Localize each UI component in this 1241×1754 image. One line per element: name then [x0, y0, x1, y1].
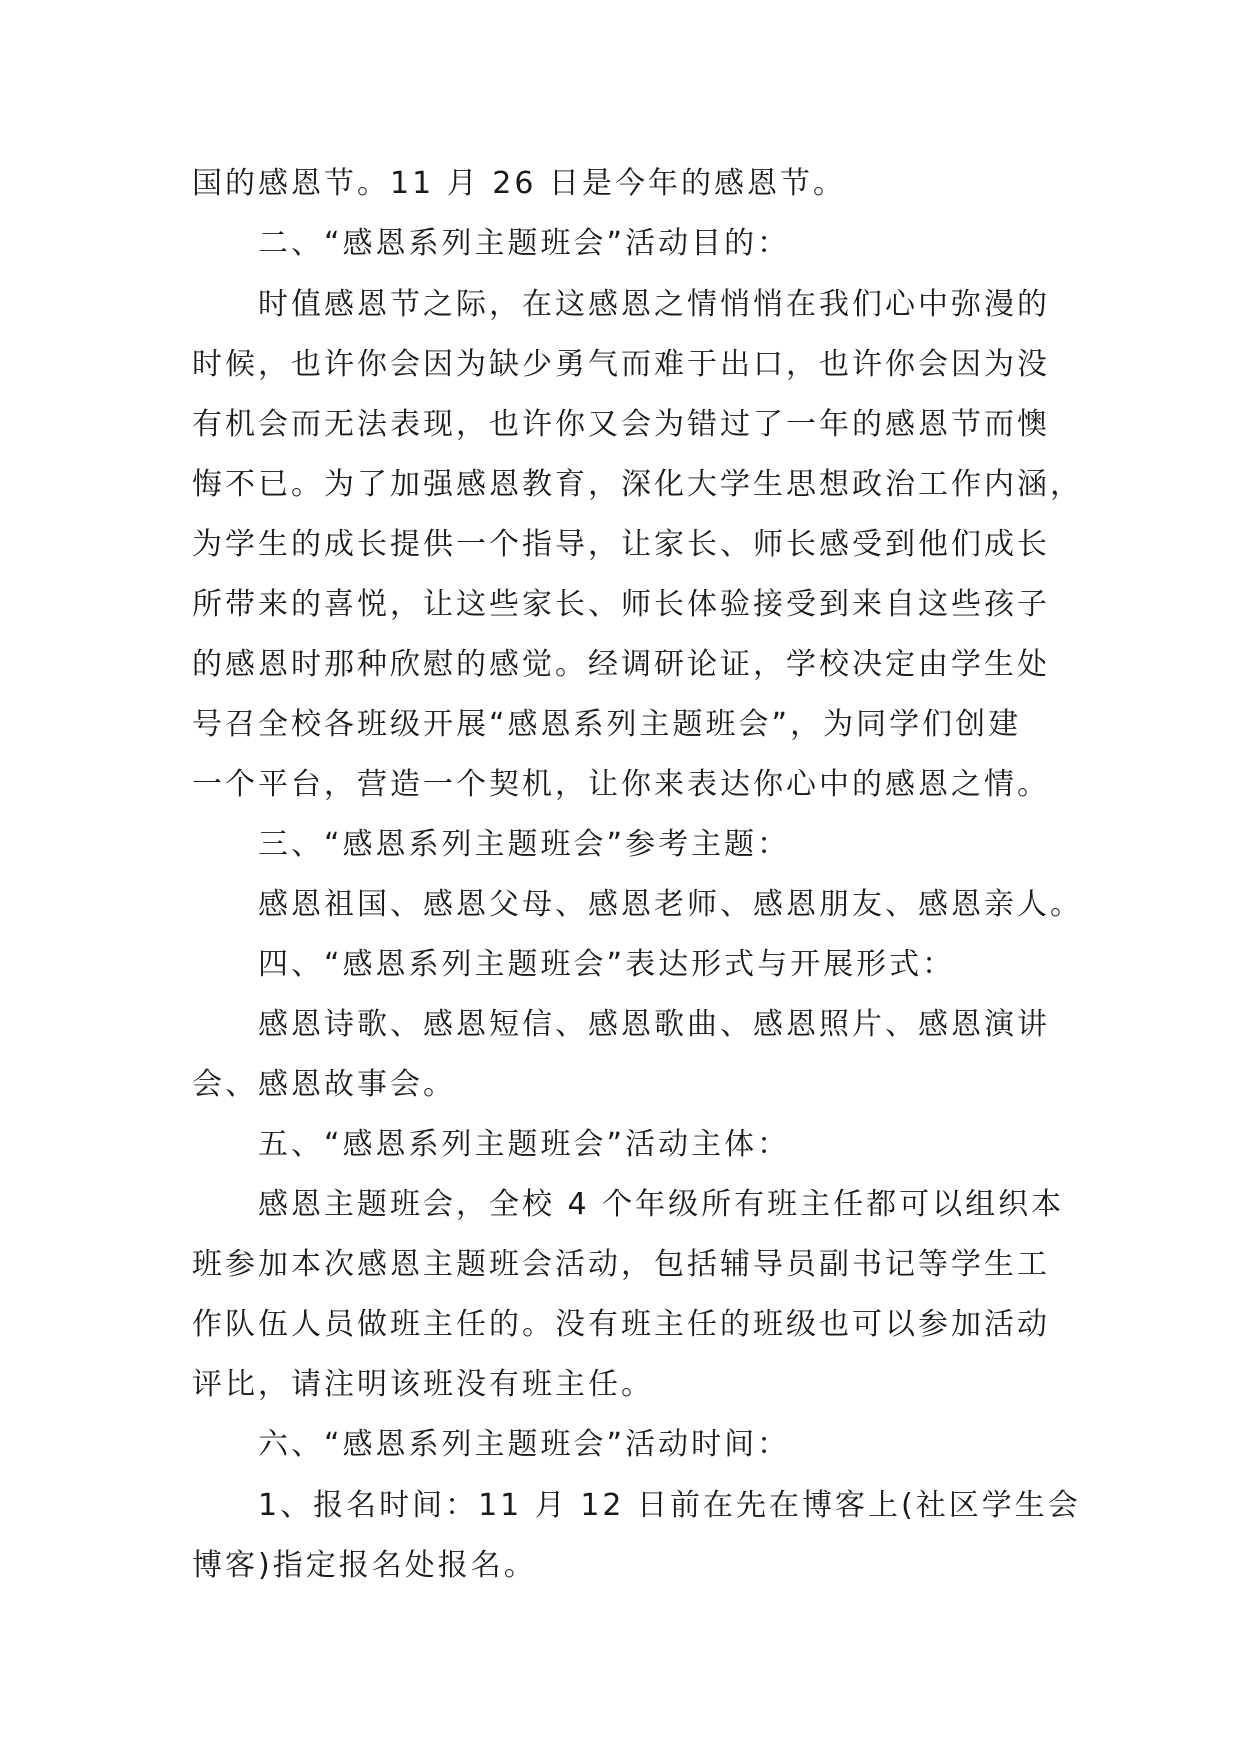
section-heading-participants: 五、“感恩系列主题班会”活动主体： [258, 1127, 791, 1162]
body-text-line: 有机会而无法表现，也许你又会为错过了一年的感恩节而懊 [192, 407, 1050, 442]
body-text-line: 号召全校各班级开展“感恩系列主题班会”，为同学们创建 [192, 707, 1022, 742]
body-text-line: 感恩主题班会，全校 4 个年级所有班主任都可以组织本 [258, 1187, 1065, 1222]
body-text-line: 所带来的喜悦，让这些家长、师长体验接受到来自这些孩子 [192, 587, 1050, 622]
body-text-line: 会、感恩故事会。 [192, 1067, 456, 1102]
body-text-line: 博客)指定报名处报名。 [192, 1548, 537, 1583]
body-text-line: 悔不已。为了加强感恩教育，深化大学生思想政治工作内涵， [192, 467, 1083, 502]
body-text-line: 作队伍人员做班主任的。没有班主任的班级也可以参加活动 [192, 1307, 1050, 1342]
body-text-line: 1、报名时间：11 月 12 日前在先在博客上(社区学生会 [258, 1488, 1081, 1523]
body-text-line: 的感恩时那种欣慰的感觉。经调研论证，学校决定由学生处 [192, 647, 1050, 682]
body-text-line: 时值感恩节之际，在这感恩之情悄悄在我们心中弥漫的 [258, 287, 1050, 322]
section-heading-forms: 四、“感恩系列主题班会”表达形式与开展形式： [258, 947, 956, 982]
body-text-line: 感恩诗歌、感恩短信、感恩歌曲、感恩照片、感恩演讲 [258, 1007, 1050, 1042]
section-heading-themes: 三、“感恩系列主题班会”参考主题： [258, 827, 791, 862]
body-text-line: 感恩祖国、感恩父母、感恩老师、感恩朋友、感恩亲人。 [258, 887, 1083, 922]
body-text-line: 时候，也许你会因为缺少勇气而难于出口，也许你会因为没 [192, 347, 1050, 382]
body-text-line: 班参加本次感恩主题班会活动，包括辅导员副书记等学生工 [192, 1247, 1050, 1282]
body-text-line: 为学生的成长提供一个指导，让家长、师长感受到他们成长 [192, 527, 1050, 562]
section-heading-purpose: 二、“感恩系列主题班会”活动目的： [258, 226, 791, 261]
body-text-line: 评比，请注明该班没有班主任。 [192, 1367, 654, 1402]
section-heading-schedule: 六、“感恩系列主题班会”活动时间： [258, 1427, 791, 1462]
body-text-line: 一个平台，营造一个契机，让你来表达你心中的感恩之情。 [192, 767, 1050, 802]
body-text-line: 国的感恩节。11 月 26 日是今年的感恩节。 [192, 166, 846, 201]
